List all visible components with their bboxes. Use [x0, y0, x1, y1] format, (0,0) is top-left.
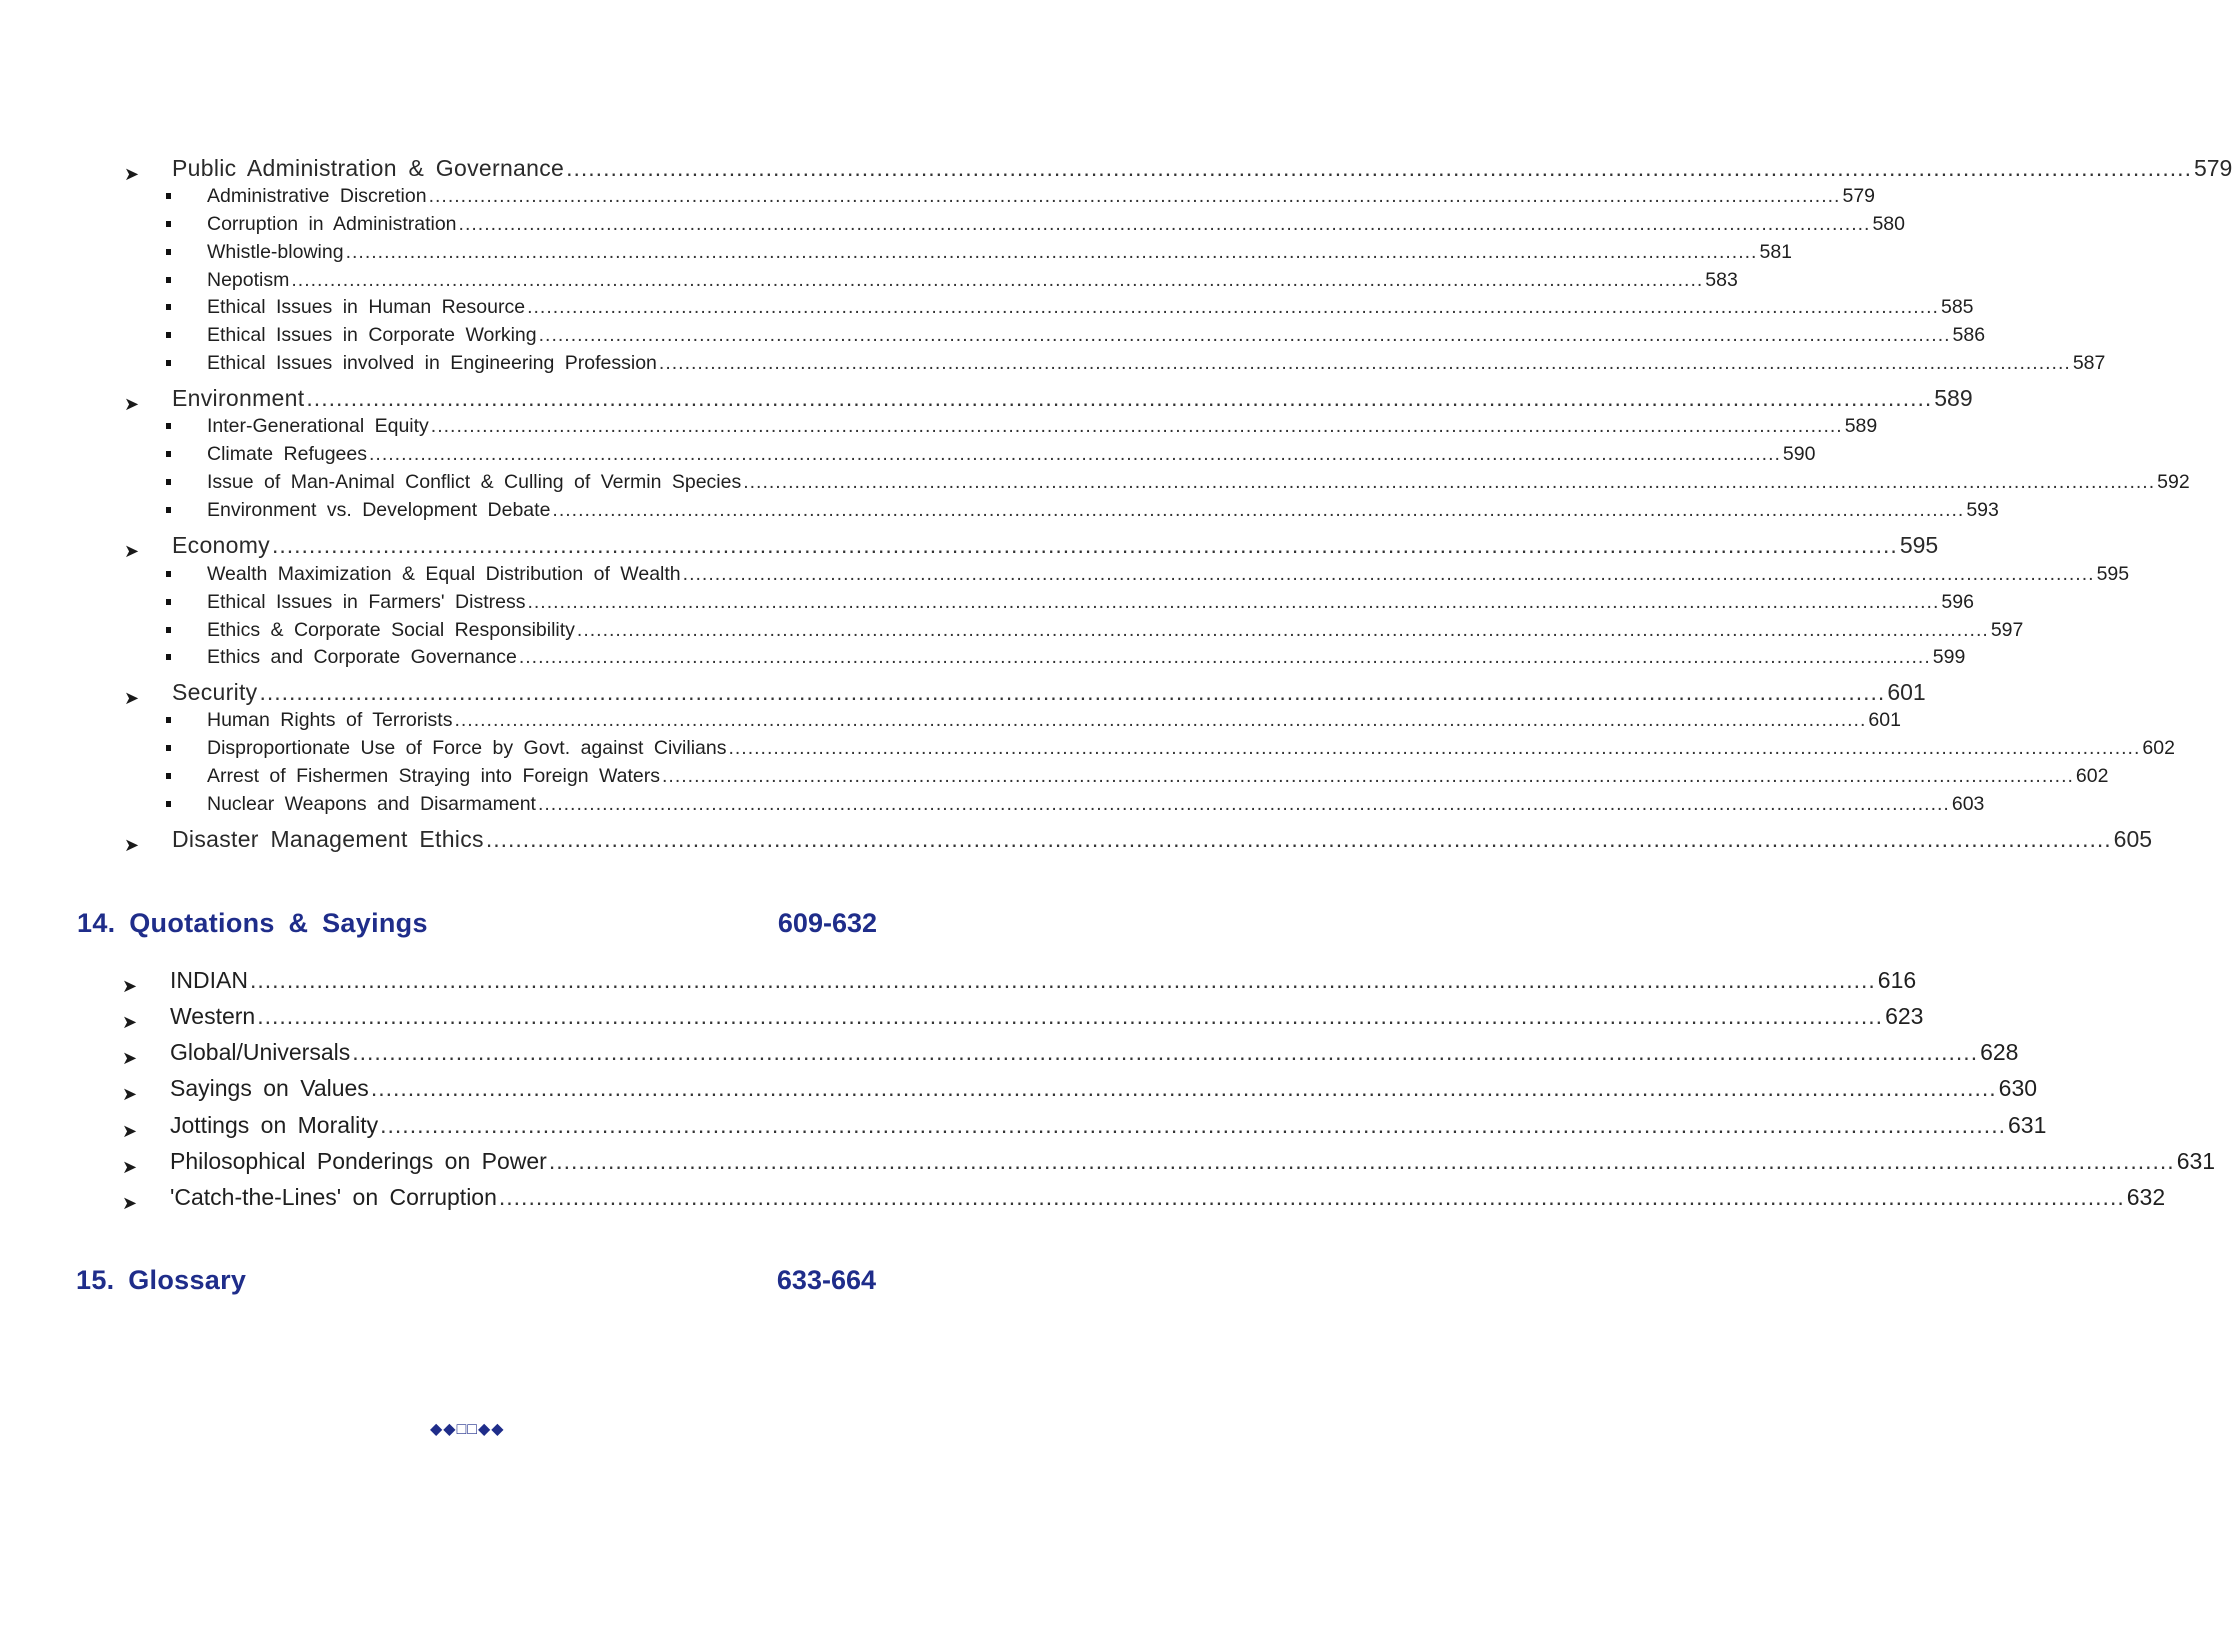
toc-sub-page: 590 — [1782, 443, 1816, 465]
toc-topic-entry — [172, 385, 1973, 412]
arrow-bullet-icon: ➤ — [124, 164, 140, 184]
toc-topic-page: 631 — [2007, 1112, 2047, 1138]
toc-sub-page: 593 — [1966, 499, 1999, 521]
toc-sub-entry — [207, 591, 1974, 614]
dot-leader: ............................................................................................................................................................................................................................ — [257, 1003, 1884, 1029]
dot-leader: ............................................................................................................................................................................................................................ — [566, 155, 2192, 181]
toc-sub-title: Wealth Maximization & Equal Distribution of Wealth — [207, 563, 681, 585]
toc-sub-page: 596 — [1941, 591, 1974, 613]
toc-sub-title: Climate Refugees — [207, 443, 367, 465]
toc-sub-page: 601 — [1868, 709, 1901, 731]
toc-sub-title: Corruption in Administration — [207, 213, 457, 235]
square-bullet-icon — [166, 332, 171, 338]
dot-leader: ............................................................................................................................................................................................................................ — [430, 415, 1843, 437]
arrow-bullet-icon: ➤ — [122, 976, 138, 996]
toc-sub-page: 602 — [2142, 737, 2175, 759]
square-bullet-icon — [166, 193, 171, 199]
toc-sub-title: Nepotism — [207, 269, 290, 291]
toc-topic-entry — [170, 1039, 2019, 1066]
section-end-ornament: ◆◆□□◆◆ — [430, 1421, 505, 1438]
toc-topic-title: Disaster Management Ethics — [172, 826, 484, 852]
toc-topic-title: Global/Universals — [170, 1039, 351, 1065]
toc-topic-page: 632 — [2126, 1184, 2166, 1210]
toc-sub-title: Ethical Issues in Farmers' Distress — [207, 591, 526, 613]
square-bullet-icon — [166, 423, 171, 429]
dot-leader: ............................................................................................................................................................................................................................ — [518, 646, 1931, 668]
square-bullet-icon — [166, 717, 171, 723]
arrow-bullet-icon: ➤ — [124, 835, 140, 855]
chapter-title: 15. Glossary — [76, 1265, 247, 1295]
toc-topic-title: Philosophical Ponderings on Power — [170, 1148, 547, 1174]
toc-topic-page: 628 — [1980, 1039, 2019, 1065]
toc-sub-entry — [207, 296, 1974, 319]
chapter-heading — [77, 908, 877, 939]
square-bullet-icon — [166, 654, 171, 660]
square-bullet-icon — [166, 249, 171, 255]
dot-leader: ............................................................................................................................................................................................................................ — [458, 213, 1871, 235]
arrow-bullet-icon: ➤ — [122, 1121, 138, 1141]
toc-sub-page: 592 — [2157, 471, 2190, 493]
toc-sub-page: 602 — [2075, 765, 2109, 787]
toc-topic-page: 630 — [1998, 1075, 2038, 1101]
dot-leader: ............................................................................................................................................................................................................................ — [527, 296, 1939, 318]
toc-sub-entry — [207, 646, 1966, 669]
chapter-heading — [76, 1265, 876, 1296]
square-bullet-icon — [166, 277, 171, 283]
arrow-bullet-icon: ➤ — [122, 1157, 138, 1177]
toc-sub-page: 595 — [2096, 563, 2130, 585]
toc-sub-page: 583 — [1705, 269, 1738, 291]
toc-sub-title: Arrest of Fishermen Straying into Foreign Waters — [207, 765, 661, 787]
toc-topic-title: Economy — [172, 532, 270, 558]
square-bullet-icon — [166, 571, 171, 577]
toc-topic-title: Sayings on Values — [170, 1075, 369, 1101]
square-bullet-icon — [166, 451, 171, 457]
toc-sub-page: 597 — [1990, 619, 2024, 641]
toc-sub-title: Ethical Issues involved in Engineering Profession — [207, 352, 657, 374]
dot-leader: ............................................................................................................................................................................................................................ — [537, 793, 1950, 815]
toc-sub-page: 580 — [1872, 213, 1905, 235]
toc-topic-entry — [172, 532, 1939, 559]
dot-leader: ............................................................................................................................................................................................................................ — [306, 385, 1933, 411]
toc-sub-title: Whistle-blowing — [207, 241, 344, 263]
square-bullet-icon — [166, 221, 171, 227]
toc-sub-entry — [207, 415, 1878, 438]
square-bullet-icon — [166, 745, 171, 751]
toc-sub-entry — [207, 709, 1901, 732]
square-bullet-icon — [166, 507, 171, 513]
toc-topic-title: INDIAN — [170, 967, 248, 993]
dot-leader: ............................................................................................................................................................................................................................ — [259, 679, 1886, 705]
toc-sub-title: Ethics and Corporate Governance — [207, 646, 517, 668]
toc-sub-entry — [207, 185, 1876, 208]
toc-sub-title: Issue of Man-Animal Conflict & Culling of Vermin Species — [207, 471, 742, 493]
chapter-title: 14. Quotations & Sayings — [77, 908, 428, 938]
toc-sub-title: Disproportionate Use of Force by Govt. against Civilians — [207, 737, 727, 759]
toc-sub-entry — [207, 563, 2130, 586]
toc-topic-title: 'Catch-the-Lines' on Corruption — [170, 1184, 497, 1210]
dot-leader: ............................................................................................................................................................................................................................ — [538, 324, 1951, 346]
toc-sub-title: Environment vs. Development Debate — [207, 499, 551, 521]
toc-sub-entry — [207, 241, 1793, 264]
toc-sub-page: 585 — [1940, 296, 1974, 318]
square-bullet-icon — [166, 801, 171, 807]
toc-sub-title: Ethical Issues in Human Resource — [207, 296, 526, 318]
square-bullet-icon — [166, 360, 171, 366]
square-bullet-icon — [166, 304, 171, 310]
toc-topic-page: 589 — [1934, 385, 1973, 411]
toc-sub-entry — [207, 352, 2106, 375]
toc-sub-title: Human Rights of Terrorists — [207, 709, 453, 731]
toc-topic-entry — [170, 1003, 1924, 1030]
toc-sub-title: Inter-Generational Equity — [207, 415, 429, 437]
toc-sub-entry — [207, 471, 2190, 494]
toc-sub-entry — [207, 499, 1999, 522]
dot-leader: ............................................................................................................................................................................................................................ — [548, 1148, 2175, 1174]
dot-leader: ............................................................................................................................................................................................................................ — [428, 185, 1841, 207]
dot-leader: ............................................................................................................................................................................................................................ — [485, 826, 2112, 852]
square-bullet-icon — [166, 479, 171, 485]
dot-leader: ............................................................................................................................................................................................................................ — [682, 563, 2095, 585]
toc-topic-entry — [172, 155, 2232, 182]
dot-leader: ............................................................................................................................................................................................................................ — [370, 1075, 1997, 1101]
toc-sub-entry — [207, 619, 2024, 642]
arrow-bullet-icon: ➤ — [122, 1193, 138, 1213]
toc-topic-page: 616 — [1877, 967, 1917, 993]
toc-topic-page: 631 — [2176, 1148, 2216, 1174]
dot-leader: ............................................................................................................................................................................................................................ — [527, 591, 1940, 613]
toc-sub-title: Nuclear Weapons and Disarmament — [207, 793, 536, 815]
dot-leader: ............................................................................................................................................................................................................................ — [728, 737, 2141, 759]
arrow-bullet-icon: ➤ — [124, 394, 140, 414]
toc-sub-page: 599 — [1932, 646, 1966, 668]
dot-leader: ............................................................................................................................................................................................................................ — [552, 499, 1965, 521]
toc-sub-entry — [207, 213, 1905, 236]
chapter-pages: 633-664 — [776, 1265, 876, 1295]
dot-leader: ............................................................................................................................................................................................................................ — [576, 619, 1989, 641]
arrow-bullet-icon: ➤ — [122, 1012, 138, 1032]
toc-topic-page: 605 — [2113, 826, 2153, 852]
arrow-bullet-icon: ➤ — [124, 541, 140, 561]
toc-sub-title: Ethical Issues in Corporate Working — [207, 324, 537, 346]
toc-sub-entry — [207, 269, 1738, 292]
toc-sub-entry — [207, 443, 1816, 466]
dot-leader: ............................................................................................................................................................................................................................ — [369, 443, 1781, 465]
toc-sub-page: 587 — [2072, 352, 2106, 374]
toc-topic-page: 595 — [1899, 532, 1939, 558]
toc-topic-page: 579 — [2193, 155, 2232, 181]
toc-topic-entry — [172, 826, 2153, 853]
toc-sub-title: Administrative Discretion — [207, 185, 427, 207]
dot-leader: ............................................................................................................................................................................................................................ — [291, 269, 1704, 291]
toc-topic-title: Public Administration & Governance — [172, 155, 565, 181]
toc-sub-page: 589 — [1844, 415, 1878, 437]
toc-topic-entry — [172, 679, 1926, 706]
arrow-bullet-icon: ➤ — [122, 1084, 138, 1104]
chapter-pages: 609-632 — [777, 908, 877, 938]
toc-topic-page: 601 — [1887, 679, 1926, 705]
toc-sub-page: 581 — [1759, 241, 1793, 263]
toc-sub-page: 579 — [1842, 185, 1876, 207]
toc-topic-entry — [170, 1112, 2047, 1139]
dot-leader: ............................................................................................................................................................................................................................ — [662, 765, 2074, 787]
square-bullet-icon — [166, 627, 171, 633]
square-bullet-icon — [166, 599, 171, 605]
dot-leader: ............................................................................................................................................................................................................................ — [743, 471, 2156, 493]
dot-leader: ............................................................................................................................................................................................................................ — [249, 967, 1876, 993]
arrow-bullet-icon: ➤ — [124, 688, 140, 708]
toc-topic-title: Jottings on Morality — [170, 1112, 379, 1138]
dot-leader: ............................................................................................................................................................................................................................ — [658, 352, 2071, 374]
dot-leader: ............................................................................................................................................................................................................................ — [352, 1039, 1979, 1065]
dot-leader: ............................................................................................................................................................................................................................ — [498, 1184, 2125, 1210]
toc-topic-title: Security — [172, 679, 258, 705]
dot-leader: ............................................................................................................................................................................................................................ — [454, 709, 1867, 731]
dot-leader: ............................................................................................................................................................................................................................ — [345, 241, 1758, 263]
toc-sub-entry — [207, 793, 1985, 816]
toc-topic-entry — [170, 1148, 2216, 1175]
toc-sub-entry — [207, 765, 2109, 788]
toc-topic-entry — [170, 967, 1917, 994]
toc-sub-entry — [207, 324, 1986, 347]
toc-topic-entry — [170, 1184, 2166, 1211]
square-bullet-icon — [166, 773, 171, 779]
toc-sub-page: 603 — [1951, 793, 1985, 815]
toc-topic-title: Environment — [172, 385, 305, 411]
toc-sub-title: Ethics & Corporate Social Responsibility — [207, 619, 575, 641]
toc-topic-entry — [170, 1075, 2038, 1102]
toc-topic-page: 623 — [1885, 1003, 1924, 1029]
arrow-bullet-icon: ➤ — [122, 1048, 138, 1068]
dot-leader: ............................................................................................................................................................................................................................ — [271, 532, 1898, 558]
toc-sub-entry — [207, 737, 2175, 760]
dot-leader: ............................................................................................................................................................................................................................ — [380, 1112, 2006, 1138]
toc-sub-page: 586 — [1952, 324, 1986, 346]
toc-topic-title: Western — [170, 1003, 256, 1029]
